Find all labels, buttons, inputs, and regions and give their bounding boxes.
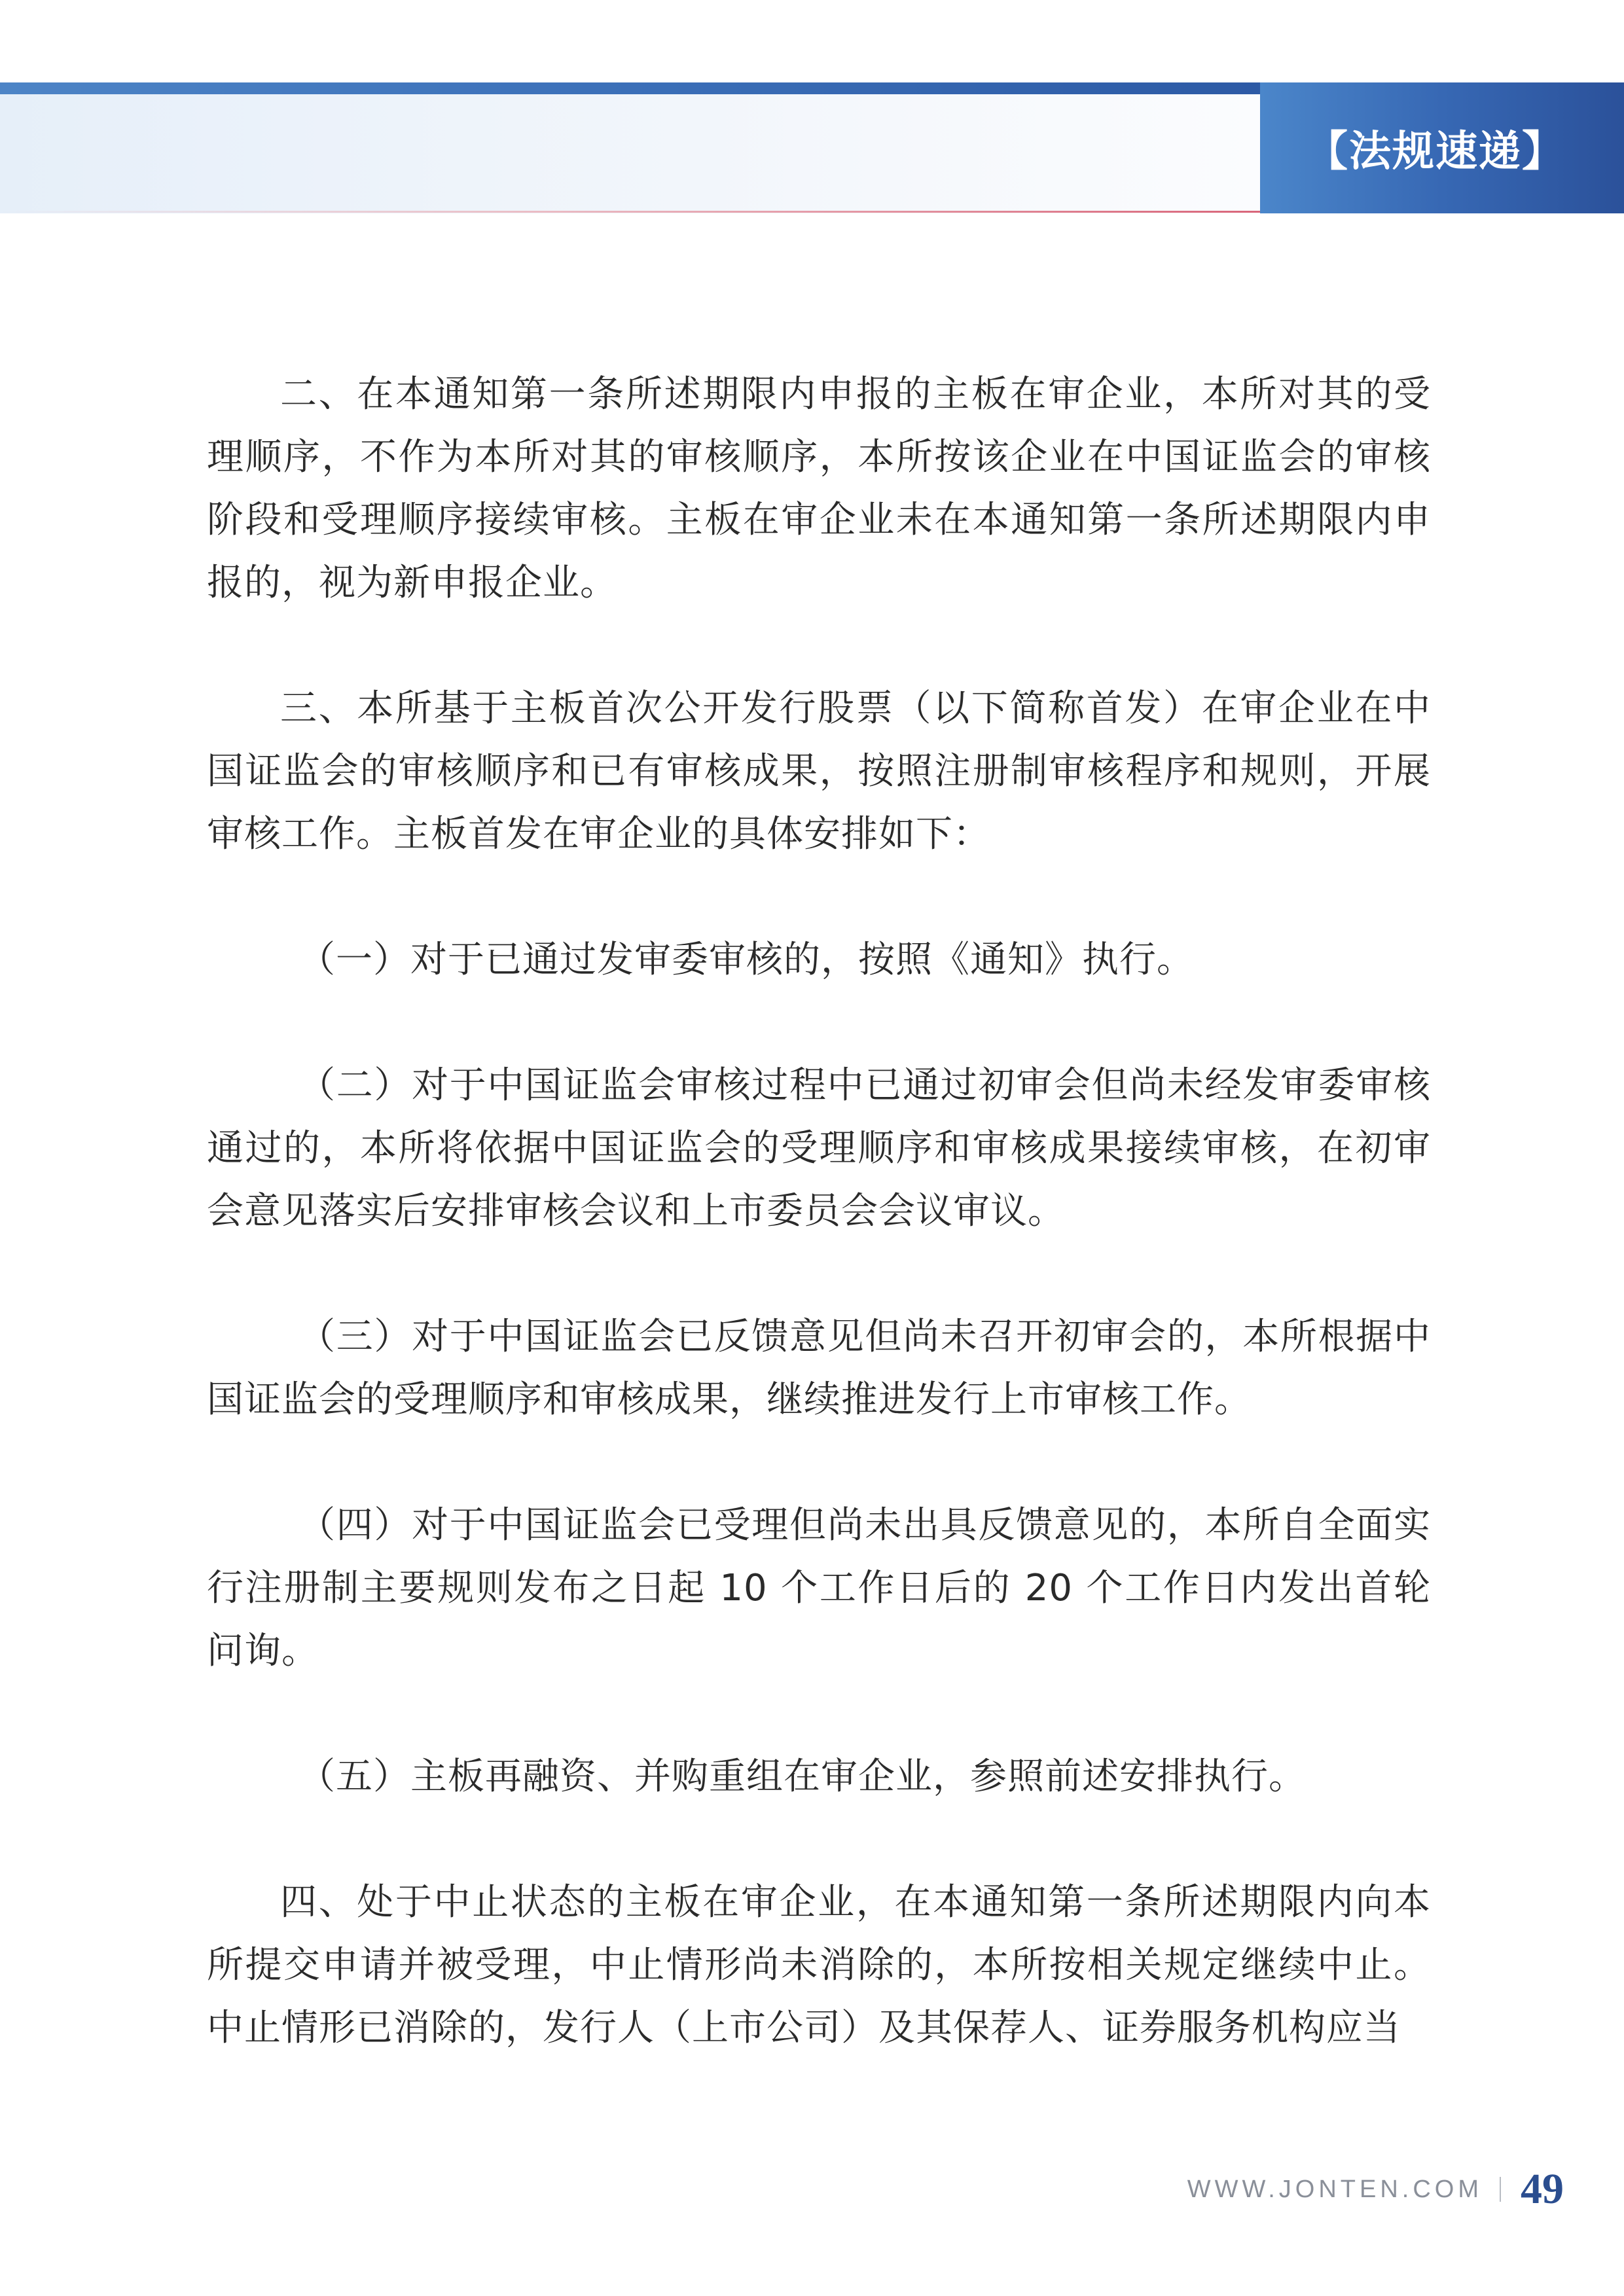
website-link[interactable]: WWW.JONTEN.COM xyxy=(1187,2175,1483,2203)
section-tag-label: 【法规速递】 xyxy=(1306,128,1565,176)
header-top-line xyxy=(0,82,1260,94)
paragraph-item-2: 二、在本通知第一条所述期限内申报的主板在审企业，本所对其的受理顺序，不作为本所对其的审核顺序，本所按该企业在中国证监会的审核阶段和受理顺序接续审核。主板在审企业未在本通知第一条所述期限内申报的，视为新申报企业。 xyxy=(207,373,1431,604)
paragraph-subitem-1: （一）对于已通过发审委审核的，按照《通知》执行。 xyxy=(298,939,1194,981)
header-divider-line xyxy=(0,211,1260,213)
paragraph-subitem-4: （四）对于中国证监会已受理但尚未出具反馈意见的，本所自全面实行注册制主要规则发布之日起 10 个工作日后的 20 个工作日内发出首轮问询。 xyxy=(207,1504,1431,1672)
page-footer xyxy=(1187,2160,1564,2219)
header-band xyxy=(0,82,1260,213)
paragraph-item-4: 四、处于中止状态的主板在审企业，在本通知第一条所述期限内向本所提交申请并被受理，中止情形尚未消除的，本所按相关规定继续中止。中止情形已消除的，发行人（上市公司）及其保荐人、证券服务机构应当 xyxy=(207,1881,1431,2049)
document-body xyxy=(207,363,1431,2060)
footer-separator xyxy=(1500,2177,1501,2202)
section-tag xyxy=(1260,82,1624,213)
paragraph-subitem-5: （五）主板再融资、并购重组在审企业，参照前述安排执行。 xyxy=(298,1755,1306,1798)
paragraph-subitem-3: （三）对于中国证监会已反馈意见但尚未召开初审会的，本所根据中国证监会的受理顺序和审核成果，继续推进发行上市审核工作。 xyxy=(207,1316,1431,1421)
paragraph-item-3: 三、本所基于主板首次公开发行股票（以下简称首发）在审企业在中国证监会的审核顺序和已有审核成果，按照注册制审核程序和规则，开展审核工作。主板首发在审企业的具体安排如下： xyxy=(207,687,1431,855)
paragraph-subitem-2: （二）对于中国证监会审核过程中已通过初审会但尚未经发审委审核通过的，本所将依据中国证监会的受理顺序和审核成果接续审核，在初审会意见落实后安排审核会议和上市委员会会议审议。 xyxy=(207,1064,1431,1232)
page-number: 49 xyxy=(1521,2165,1564,2213)
